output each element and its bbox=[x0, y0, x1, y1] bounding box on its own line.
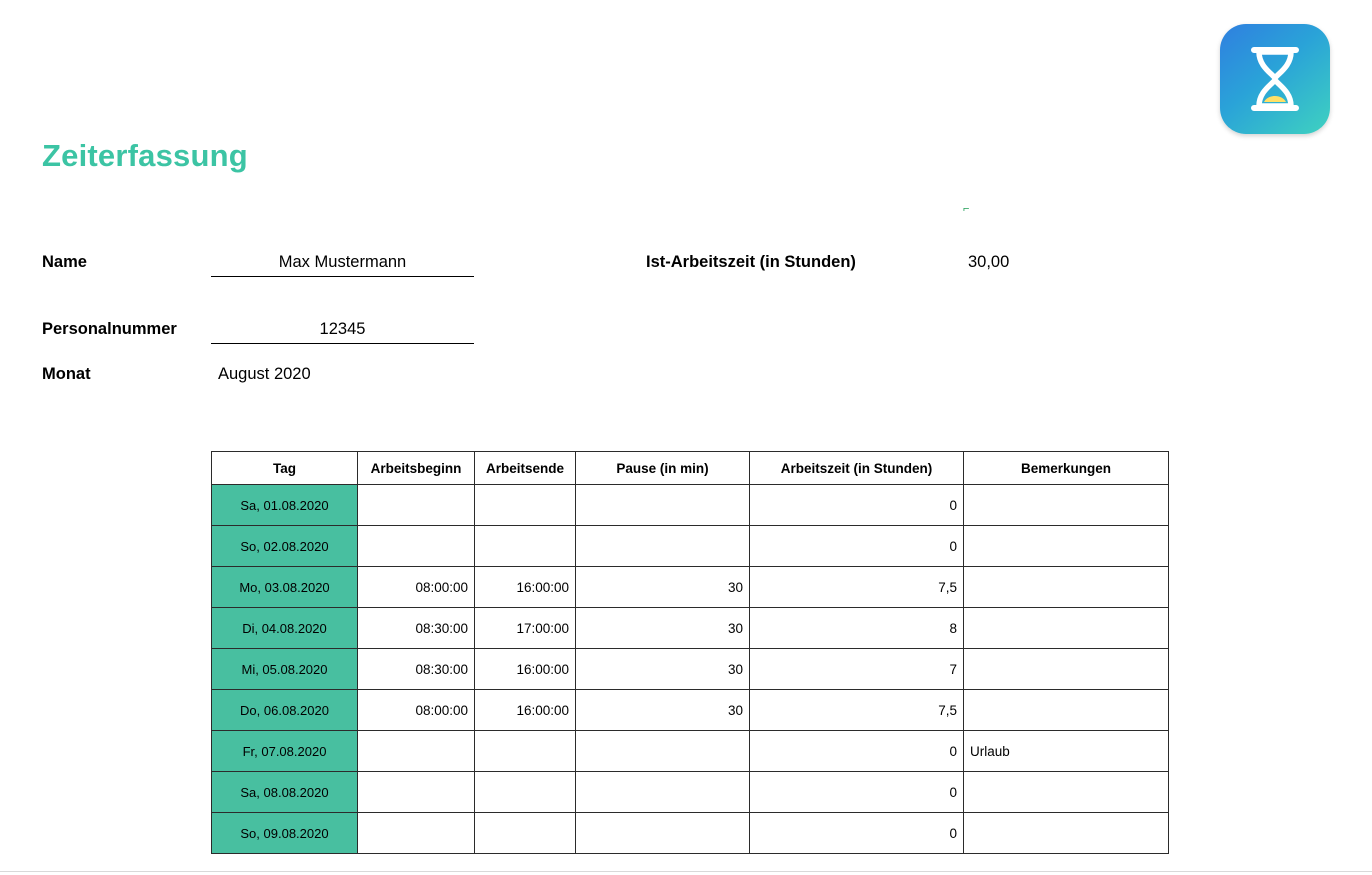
app-logo bbox=[1220, 24, 1330, 134]
cell-break[interactable] bbox=[576, 526, 750, 567]
cell-day[interactable]: Mo, 03.08.2020 bbox=[212, 567, 358, 608]
cell-day[interactable]: Mi, 05.08.2020 bbox=[212, 649, 358, 690]
cell-break[interactable]: 30 bbox=[576, 690, 750, 731]
cell-end[interactable]: 16:00:00 bbox=[475, 690, 576, 731]
cell-end[interactable] bbox=[475, 731, 576, 772]
actual-hours-label: Ist-Arbeitszeit (in Stunden) bbox=[646, 253, 856, 271]
column-header-tag[interactable]: Tag bbox=[212, 452, 358, 485]
cell-hours[interactable]: 0 bbox=[750, 772, 964, 813]
cell-remarks[interactable] bbox=[964, 772, 1169, 813]
table-row bbox=[212, 731, 1169, 772]
cell-day[interactable]: So, 02.08.2020 bbox=[212, 526, 358, 567]
cell-day[interactable]: Sa, 01.08.2020 bbox=[212, 485, 358, 526]
column-header-remarks[interactable]: Bemerkungen bbox=[964, 452, 1169, 485]
cell-remarks[interactable] bbox=[964, 649, 1169, 690]
column-header-worktime[interactable]: Arbeitszeit (in Stunden) bbox=[750, 452, 964, 485]
cell-marker-icon: ⌐ bbox=[963, 203, 970, 215]
cell-break[interactable] bbox=[576, 772, 750, 813]
cell-end[interactable]: 16:00:00 bbox=[475, 567, 576, 608]
name-underline bbox=[211, 276, 474, 277]
hourglass-icon bbox=[1244, 44, 1306, 114]
cell-break[interactable] bbox=[576, 485, 750, 526]
cell-break[interactable] bbox=[576, 731, 750, 772]
actual-hours-value: 30,00 bbox=[968, 253, 1010, 271]
table-row bbox=[212, 772, 1169, 813]
table-row bbox=[212, 526, 1169, 567]
cell-start[interactable] bbox=[358, 526, 475, 567]
personnel-number-label: Personalnummer bbox=[42, 320, 177, 338]
cell-remarks[interactable] bbox=[964, 690, 1169, 731]
cell-end[interactable] bbox=[475, 813, 576, 854]
cell-break[interactable] bbox=[576, 813, 750, 854]
cell-day[interactable]: So, 09.08.2020 bbox=[212, 813, 358, 854]
month-label: Monat bbox=[42, 365, 91, 383]
cell-start[interactable] bbox=[358, 731, 475, 772]
cell-hours[interactable]: 0 bbox=[750, 813, 964, 854]
cell-day[interactable]: Di, 04.08.2020 bbox=[212, 608, 358, 649]
cell-end[interactable]: 16:00:00 bbox=[475, 649, 576, 690]
cell-start[interactable]: 08:30:00 bbox=[358, 649, 475, 690]
cell-break[interactable]: 30 bbox=[576, 608, 750, 649]
cell-hours[interactable]: 7,5 bbox=[750, 690, 964, 731]
cell-start[interactable]: 08:00:00 bbox=[358, 567, 475, 608]
column-header-break[interactable]: Pause (in min) bbox=[576, 452, 750, 485]
table-row bbox=[212, 567, 1169, 608]
cell-remarks[interactable]: Urlaub bbox=[964, 731, 1169, 772]
cell-hours[interactable]: 8 bbox=[750, 608, 964, 649]
cell-hours[interactable]: 0 bbox=[750, 526, 964, 567]
personnel-number-underline bbox=[211, 343, 474, 344]
table-row bbox=[212, 690, 1169, 731]
table-header-row bbox=[212, 452, 1169, 485]
table-row bbox=[212, 649, 1169, 690]
cell-start[interactable] bbox=[358, 485, 475, 526]
table-row bbox=[212, 608, 1169, 649]
cell-remarks[interactable] bbox=[964, 608, 1169, 649]
name-label: Name bbox=[42, 253, 87, 271]
column-header-start[interactable]: Arbeitsbeginn bbox=[358, 452, 475, 485]
page-title: Zeiterfassung bbox=[42, 138, 248, 173]
cell-day[interactable]: Sa, 08.08.2020 bbox=[212, 772, 358, 813]
timesheet-table bbox=[211, 451, 1169, 854]
table-row bbox=[212, 813, 1169, 854]
cell-start[interactable] bbox=[358, 813, 475, 854]
column-header-end[interactable]: Arbeitsende bbox=[475, 452, 576, 485]
month-value[interactable]: August 2020 bbox=[218, 365, 311, 383]
cell-break[interactable]: 30 bbox=[576, 567, 750, 608]
page-bottom-edge bbox=[0, 871, 1372, 875]
cell-start[interactable] bbox=[358, 772, 475, 813]
cell-remarks[interactable] bbox=[964, 526, 1169, 567]
cell-end[interactable]: 17:00:00 bbox=[475, 608, 576, 649]
name-value[interactable]: Max Mustermann bbox=[278, 253, 407, 271]
cell-end[interactable] bbox=[475, 526, 576, 567]
cell-hours[interactable]: 0 bbox=[750, 731, 964, 772]
cell-hours[interactable]: 7,5 bbox=[750, 567, 964, 608]
cell-end[interactable] bbox=[475, 485, 576, 526]
cell-remarks[interactable] bbox=[964, 813, 1169, 854]
cell-hours[interactable]: 7 bbox=[750, 649, 964, 690]
cell-break[interactable]: 30 bbox=[576, 649, 750, 690]
personnel-number-value[interactable]: 12345 bbox=[319, 320, 366, 338]
cell-day[interactable]: Fr, 07.08.2020 bbox=[212, 731, 358, 772]
cell-day[interactable]: Do, 06.08.2020 bbox=[212, 690, 358, 731]
cell-start[interactable]: 08:30:00 bbox=[358, 608, 475, 649]
cell-end[interactable] bbox=[475, 772, 576, 813]
cell-remarks[interactable] bbox=[964, 567, 1169, 608]
table-row bbox=[212, 485, 1169, 526]
cell-start[interactable]: 08:00:00 bbox=[358, 690, 475, 731]
cell-remarks[interactable] bbox=[964, 485, 1169, 526]
cell-hours[interactable]: 0 bbox=[750, 485, 964, 526]
